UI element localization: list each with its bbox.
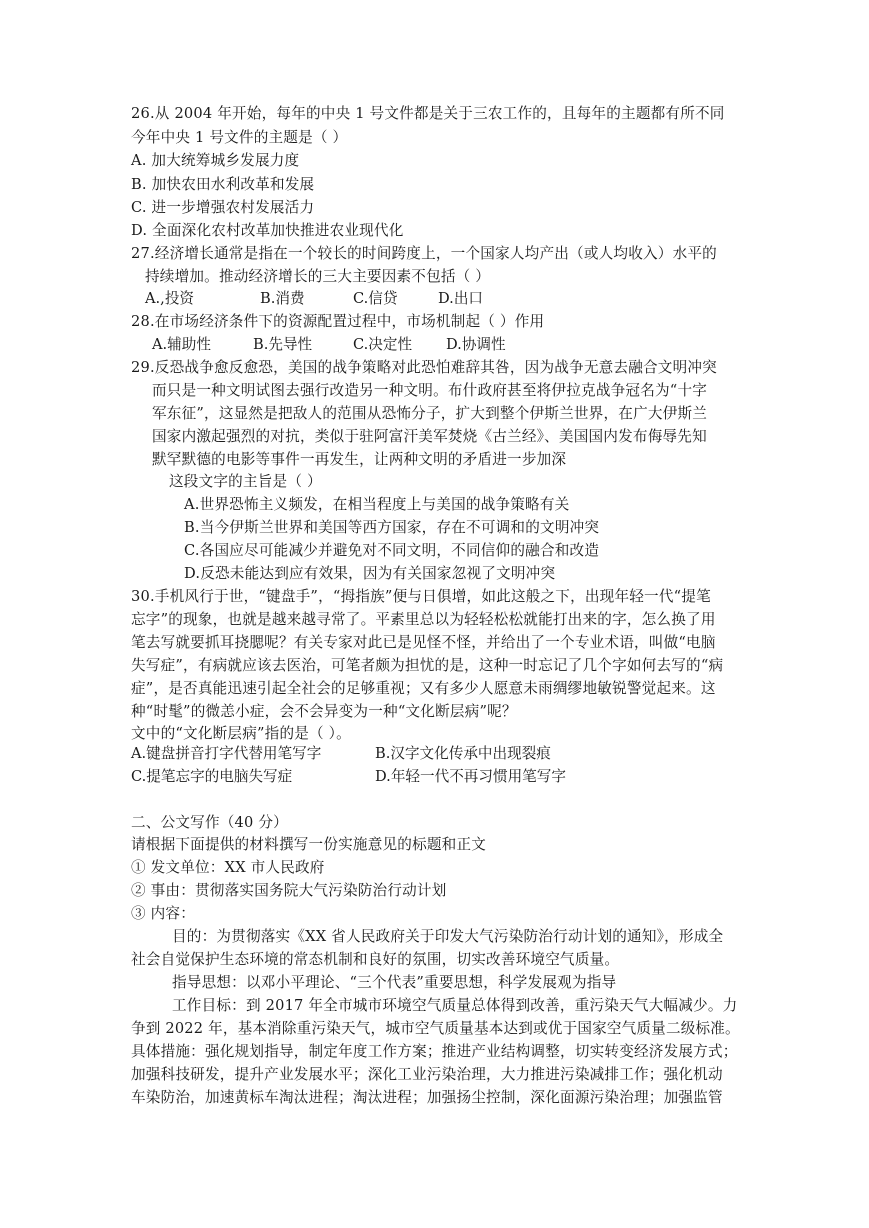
q29-stem-line-3: 军东征”，这显然是把敌人的范围从恐怖分子，扩大到整个伊斯兰世界，在广大伊斯兰	[152, 405, 708, 422]
q30-stem-line-5: 症”，是否真能迅速引起全社会的足够重视；又有多少人愿意未雨绸缪地敏锐警觉起来。这	[131, 680, 716, 697]
q26-stem-line-1: 26.从 2004 年开始，每年的中央 1 号文件都是关于三农工作的，且每年的主题都有所不同	[131, 105, 725, 122]
section2-para-measures-1: 具体措施：强化规划指导，制定年度工作方案；推进产业结构调整，切实转变经济发展方式；	[131, 1043, 738, 1060]
q27-option-c: C.信贷	[353, 290, 398, 307]
q30-option-a: A.键盘拼音打字代替用笔写字	[131, 745, 322, 762]
q28-option-b: B.先导性	[253, 336, 313, 353]
q29-option-b: B.当今伊斯兰世界和美国等西方国家，存在不可调和的文明冲突	[184, 519, 600, 536]
q27-option-d: D.出口	[438, 290, 484, 307]
q28-option-c: C.决定性	[353, 336, 413, 353]
q27-option-a: A.,投资	[145, 290, 195, 307]
q29-option-c: C.各国应尽可能减少并避免对不同文明，不同信仰的融合和改造	[184, 542, 600, 559]
q26-option-d: D. 全面深化农村改革加快推进农业现代化	[131, 222, 404, 239]
section2-item-2: ② 事由：贯彻落实国务院大气污染防治行动计划	[131, 882, 447, 899]
q27-option-b: B.消费	[260, 290, 305, 307]
q29-stem-line-5: 默罕默德的电影等事件一再发生，让两种文明的矛盾进一步加深	[152, 451, 567, 468]
q30-option-b: B.汉字文化传承中出现裂痕	[375, 745, 551, 762]
q26-option-c: C. 进一步增强农村发展活力	[131, 199, 315, 216]
q29-stem-line-4: 国家内激起强烈的对抗，类似于驻阿富汗美军焚烧《古兰经》、美国国内发布侮辱先知	[152, 428, 707, 445]
section2-heading: 二、公文写作（40 分）	[131, 814, 288, 831]
q29-stem-line-1: 29.反恐战争愈反愈恐，美国的战争策略对此恐怕难辞其咎，因为战争无意去融合文明冲突	[131, 359, 717, 376]
section2-para-goal-1: 工作目标：到 2017 年全市城市环境空气质量总体得到改善，重污染天气大幅减少。力	[172, 997, 738, 1014]
section2-para-measures-3: 车染防治，加速黄标车淘汰进程；淘汰进程；加强扬尘控制，深化面源污染治理；加强监管	[131, 1089, 723, 1106]
q27-stem-line-2: 持续增加。推动经济增长的三大主要因素不包括（ ）	[145, 268, 491, 285]
q26-option-b: B. 加快农田水利改革和发展	[131, 176, 315, 193]
section2-para-measures-2: 加强科技研发，提升产业发展水平；深化工业污染治理，大力推进污染减排工作；强化机动	[131, 1066, 723, 1083]
q30-stem-line-6: 种“时髦”的微恙小症，会不会异变为一种“文化断层病”呢？	[131, 703, 517, 720]
q29-option-a: A.世界恐怖主义频发，在相当程度上与美国的战争策略有关	[184, 496, 570, 513]
q26-stem-line-2: 今年中央 1 号文件的主题是（ ）	[131, 129, 348, 146]
q30-stem-line-1: 30.手机风行于世，“键盘手”，“拇指族”便与日俱增，如此这般之下，出现年轻一代“提笔	[131, 588, 711, 605]
q28-option-d: D.协调性	[446, 336, 506, 353]
q30-option-d: D.年轻一代不再习惯用笔写字	[375, 768, 566, 785]
section2-instruction: 请根据下面提供的材料撰写一份实施意见的标题和正文	[131, 836, 487, 853]
q30-option-c: C.提笔忘字的电脑失写症	[131, 768, 293, 785]
section2-para-goal-2: 争到 2022 年，基本消除重污染天气，城市空气质量基本达到或优于国家空气质量二级标准。	[131, 1020, 740, 1037]
section2-item-1: ① 发文单位：XX 市人民政府	[131, 859, 325, 876]
q28-stem: 28.在市场经济条件下的资源配置过程中，市场机制起（ ）作用	[131, 313, 545, 330]
section2-para-purpose-1: 目的：为贯彻落实《XX 省人民政府关于印发大气污染防治行动计划的通知》，形成全	[172, 928, 724, 945]
q30-stem-line-3: 笔去写就要抓耳挠腮呢？有关专家对此已是见怪不怪，并给出了一个专业术语，叫做“电脑	[131, 634, 716, 651]
section2-para-guidance: 指导思想：以邓小平理论、“三个代表”重要思想，科学发展观为指导	[172, 974, 617, 991]
q28-option-a: A.辅助性	[152, 336, 211, 353]
q29-option-d: D.反恐未能达到应有效果，因为有关国家忽视了文明冲突	[184, 565, 556, 582]
q30-stem-line-4: 失写症”，有病就应该去医治，可笔者颇为担忧的是，这种一时忘记了几个字如何去写的“病	[131, 657, 724, 674]
q26-option-a: A. 加大统筹城乡发展力度	[131, 152, 300, 169]
q27-stem-line-1: 27.经济增长通常是指在一个较长的时间跨度上，一个国家人均产出（或人均收入）水平的	[131, 245, 717, 262]
q30-question: 文中的“文化断层病”指的是（ ）。	[131, 725, 351, 742]
q29-question: 这段文字的主旨是（ ）	[169, 473, 322, 490]
section2-item-3: ③ 内容：	[131, 905, 196, 922]
q30-stem-line-2: 忘字”的现象，也就是越来越寻常了。平素里总以为轻轻松松就能打出来的字，怎么换了用	[131, 611, 716, 628]
section2-para-purpose-2: 社会自觉保护生态环境的常态机制和良好的氛围，切实改善环境空气质量。	[131, 951, 620, 968]
q29-stem-line-2: 而只是一种文明试图去强行改造另一种文明。布什政府甚至将伊拉克战争冠名为“十字	[152, 382, 708, 399]
